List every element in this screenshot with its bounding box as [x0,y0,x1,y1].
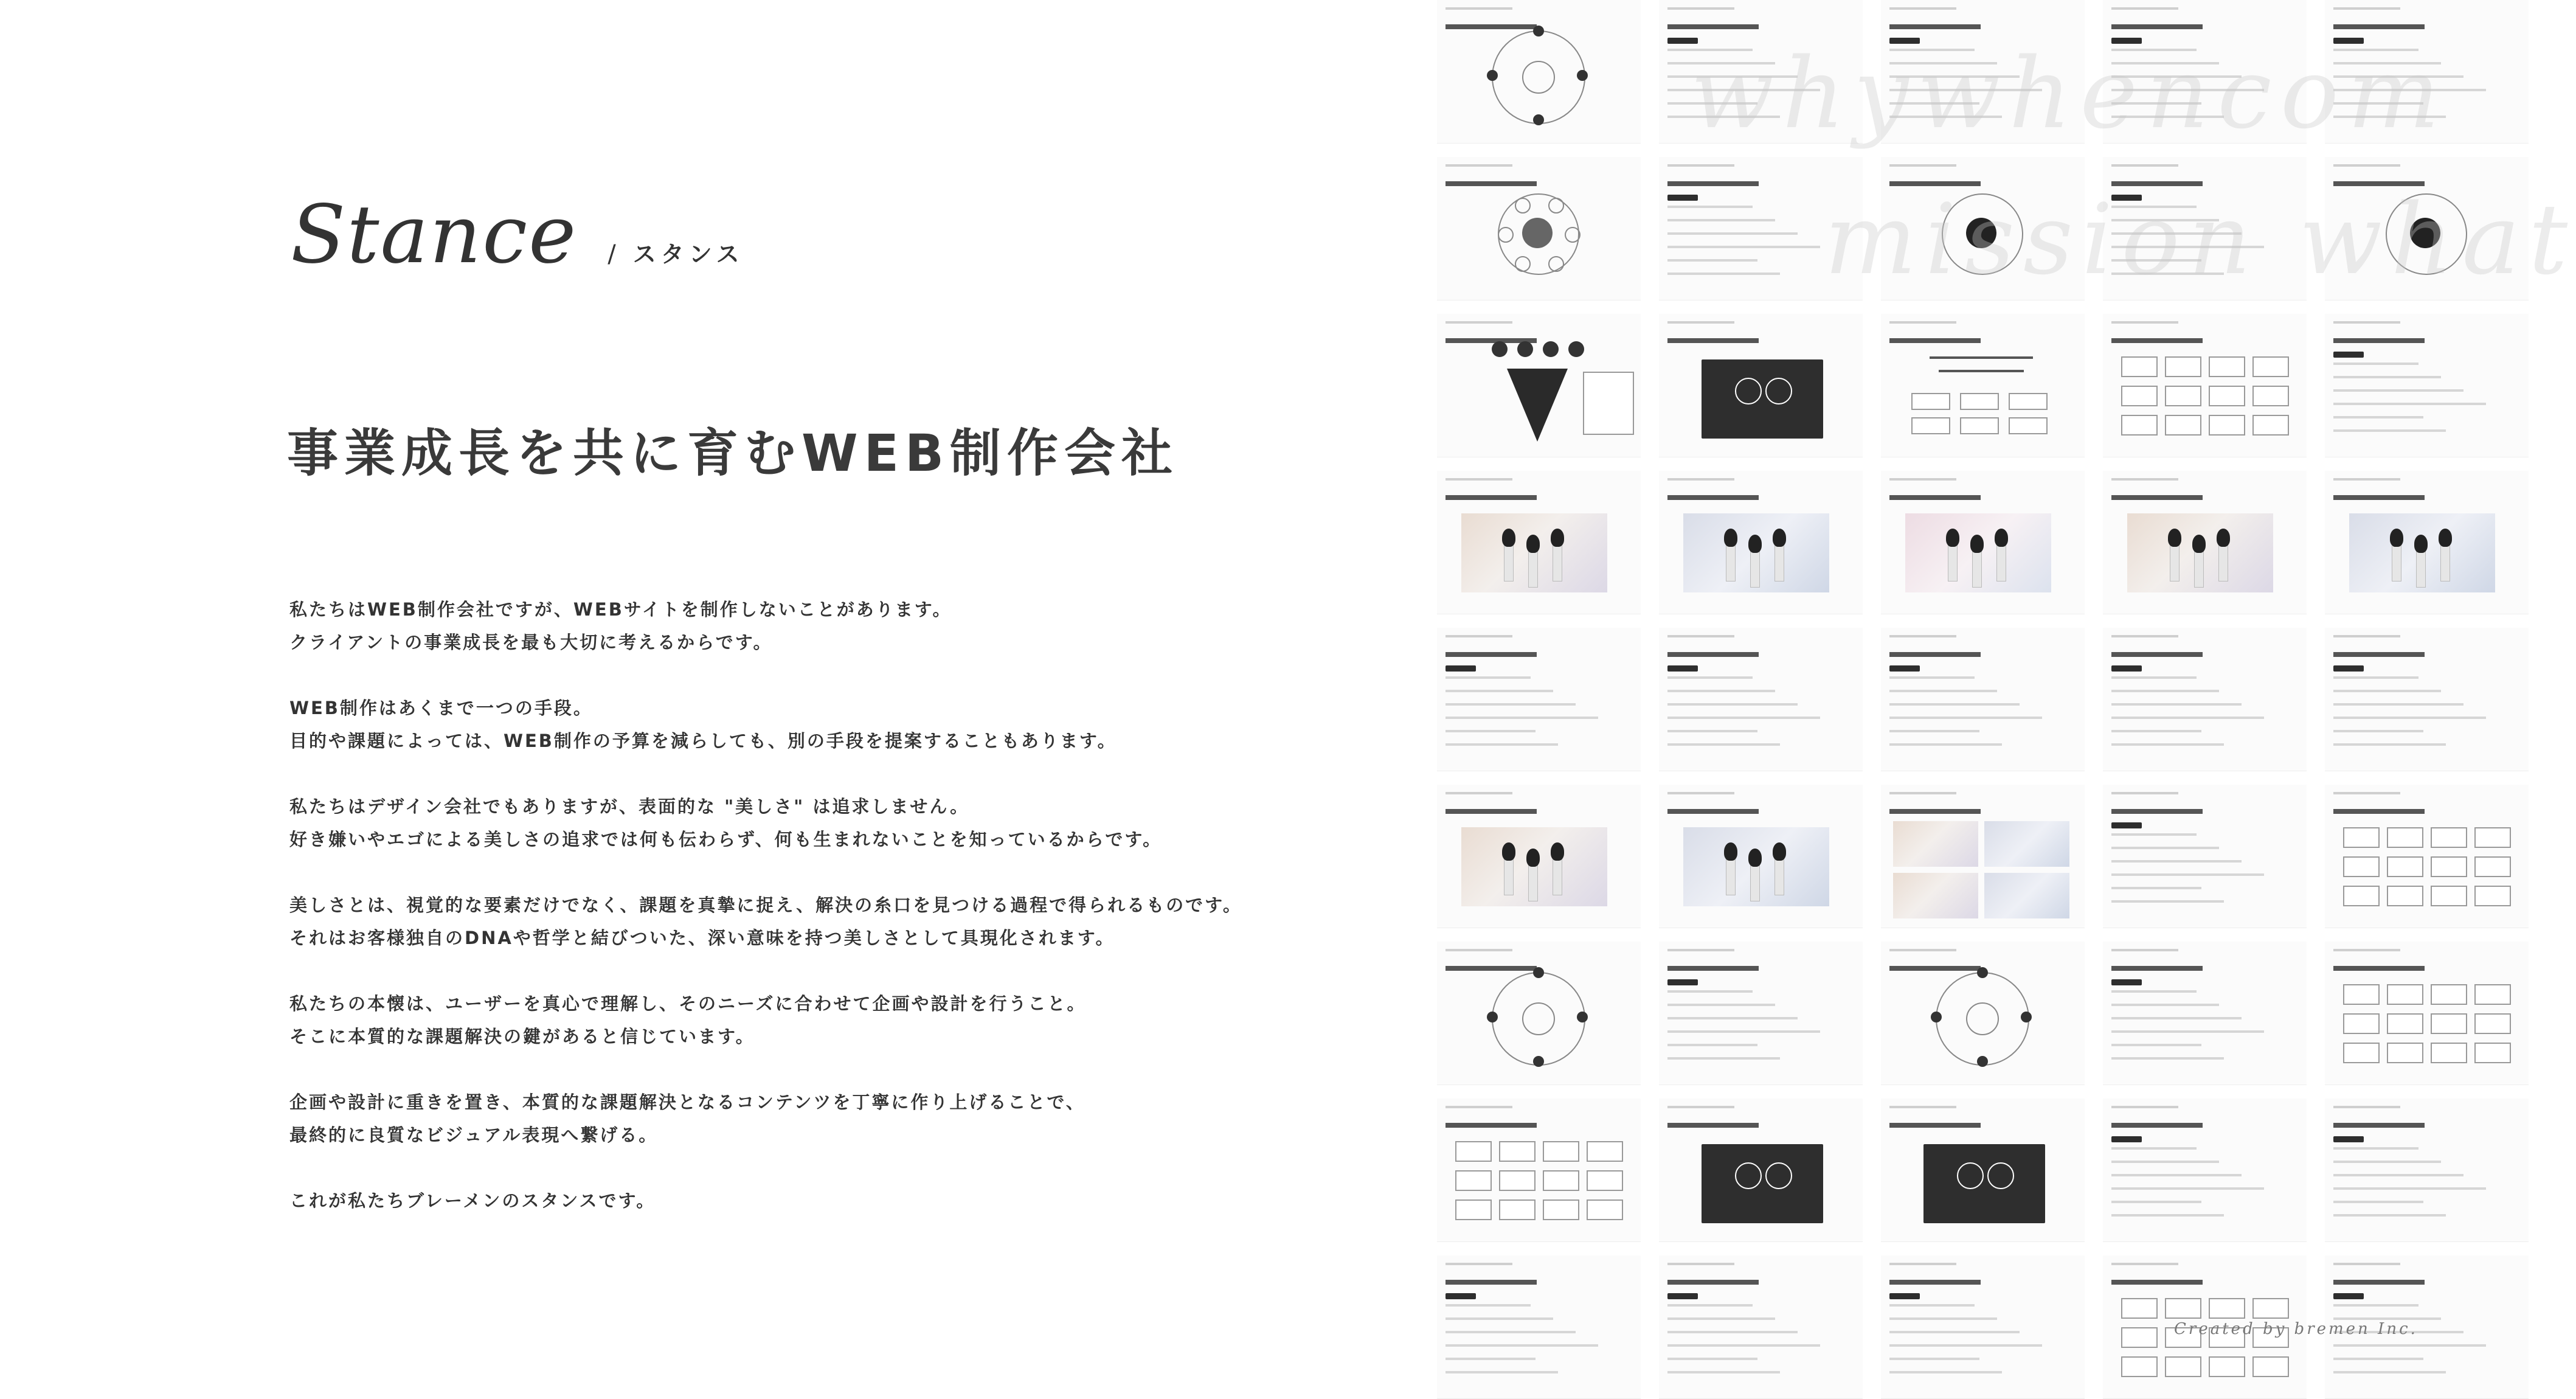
paragraph-line: 私たちはWEB制作会社ですが、WEBサイトを制作しないことがあります。 [289,599,952,620]
slide-thumbnail [1437,157,1641,300]
slide-thumbnail [2325,942,2529,1085]
heading-slash: / [608,240,616,268]
slide-thumbnail [1659,1255,1863,1399]
slide-thumbnail [1437,628,1641,771]
slide-thumbnail [2325,1099,2529,1242]
slide-thumbnail [1881,785,2085,928]
slide-thumbnail [1881,471,2085,614]
slide-thumbnail [1437,471,1641,614]
slide-thumbnail [1881,628,2085,771]
heading-ja: スタンス [632,241,744,268]
headline: 事業成長を共に育むWEB制作会社 [287,423,1179,483]
slide-thumbnail [2103,314,2307,457]
slide-thumbnail [1659,1099,1863,1242]
section-heading [291,188,744,282]
paragraph-line: 私たちの本懐は、ユーザーを真心で理解し、そのニーズに合わせて企画や設計を行うこと。 [289,993,1087,1014]
credit-text: Created by bremen Inc. [2174,1320,2418,1338]
slide-thumbnail [1659,314,1863,457]
paragraph [289,593,1323,659]
slide-thumbnail [2325,471,2529,614]
slide-thumbnail [1881,942,2085,1085]
paragraph-line: 企画や設計に重きを置き、本質的な課題解決となるコンテンツを丁寧に作り上げることで、 [289,1092,1085,1113]
paragraph-line: 私たちはデザイン会社でもありますが、表面的な "美しさ" は追求しません。 [289,796,970,817]
paragraph [289,790,1323,856]
stance-body [289,593,1323,1250]
slide-thumbnail [1437,942,1641,1085]
watermark-text: whywhencom [1691,36,2448,150]
paragraph-line: 好き嫌いやエゴによる美しさの追求では何も伝わらず、何も生まれないことを知っているからです。 [289,829,1163,850]
slide-thumbnail [1437,314,1641,457]
paragraph-line: クライアントの事業成長を最も大切に考えるからです。 [289,632,773,653]
paragraph-line: これが私たちブレーメンのスタンスです。 [289,1190,656,1211]
paragraph-line: そこに本質的な課題解決の鍵があると信じています。 [289,1026,755,1047]
slide-thumbnail [2103,785,2307,928]
paragraph-line: 美しさとは、視覚的な要素だけでなく、課題を真摯に捉え、解決の糸口を見つける過程で得られるものです。 [289,895,1242,915]
paragraph [289,1086,1323,1151]
slide-thumbnail [2103,942,2307,1085]
slide-thumbnail [1437,0,1641,144]
paragraph [289,987,1323,1053]
slide-thumbnail [2103,628,2307,771]
slide-thumbnail [1437,785,1641,928]
slide-thumbnail [1881,1099,2085,1242]
slide-thumbnail [2103,471,2307,614]
slide-thumbnail [1437,1255,1641,1399]
slide-thumbnail [2325,628,2529,771]
paragraph [289,889,1323,954]
paragraph-line: 目的や課題によっては、WEB制作の予算を減らしても、別の手段を提案することもあります。 [289,731,1117,751]
heading-en: Stance [291,188,578,282]
paragraph-line: 最終的に良質なビジュアル表現へ繋げる。 [289,1125,659,1145]
slide-thumbnail [2103,1099,2307,1242]
paragraph-line: WEB制作はあくまで一つの手段。 [289,698,593,718]
slide-thumbnail [1437,1099,1641,1242]
paragraph [289,692,1323,757]
paragraph [289,1184,1323,1217]
slide-thumbnail [2325,314,2529,457]
slide-thumbnail [1881,1255,2085,1399]
watermark-text: mission what [1824,182,2576,296]
slide-thumbnail [1659,785,1863,928]
slide-thumbnail [1659,628,1863,771]
slide-thumbnail [1881,314,2085,457]
slide-thumbnail [1659,471,1863,614]
slide-thumbnail [2325,785,2529,928]
slide-thumbnail [1659,942,1863,1085]
paragraph-line: それはお客様独自のDNAや哲学と結びついた、深い意味を持つ美しさとして具現化されます。 [289,928,1115,948]
